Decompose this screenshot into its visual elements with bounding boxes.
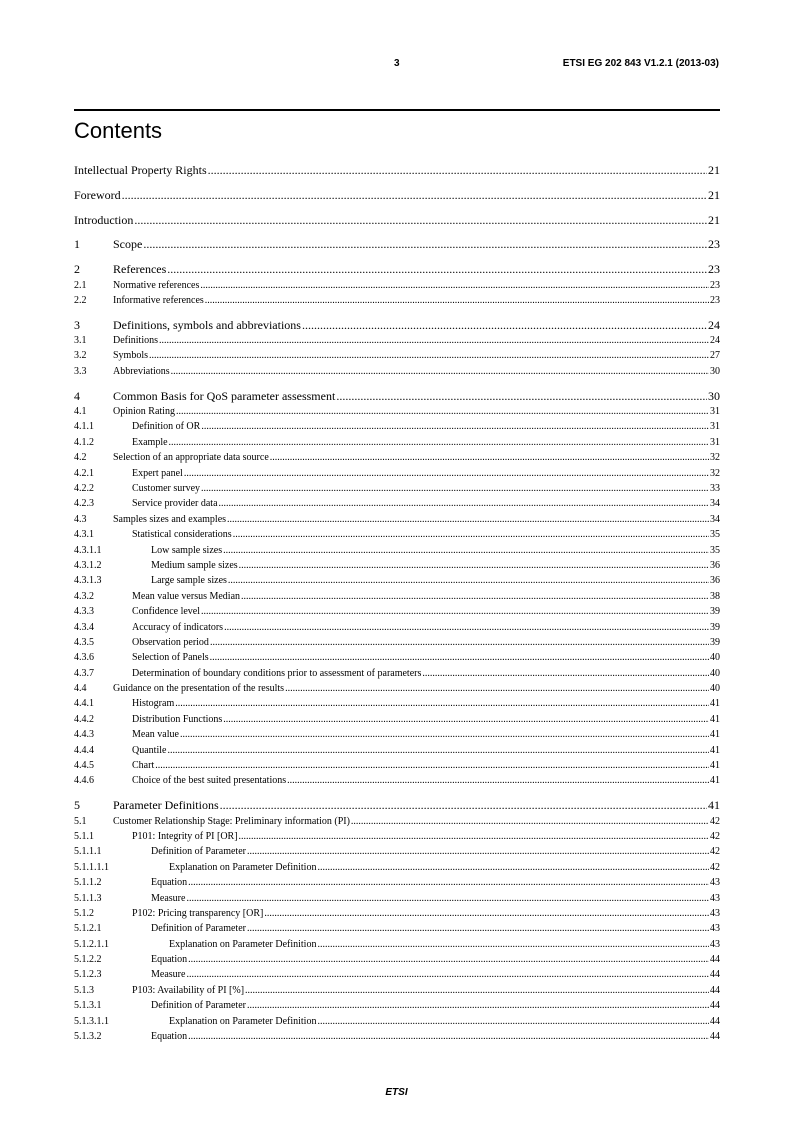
toc-entry[interactable]: [74, 875, 720, 890]
toc-entry-label: Explanation on Parameter Definition: [169, 1015, 317, 1027]
dot-leader: [188, 1029, 709, 1044]
dot-leader: [210, 635, 709, 650]
toc-entry-number: 5.1.1.1.1: [74, 861, 109, 873]
toc-entry[interactable]: [74, 237, 720, 252]
page-title: Contents: [74, 118, 163, 143]
dot-leader: [169, 435, 709, 450]
toc-entry-page: 36: [710, 575, 720, 587]
dot-leader: [219, 496, 709, 511]
toc-entry-label: Common Basis for QoS parameter assessment: [113, 388, 336, 403]
toc-entry-number: 4.4.5: [74, 760, 94, 772]
dot-leader: [270, 450, 709, 465]
toc-entry[interactable]: [74, 712, 720, 727]
toc-entry-page: 43: [710, 923, 720, 935]
dot-leader: [175, 696, 709, 711]
toc-entry-number: 4: [74, 388, 80, 403]
dot-leader: [247, 921, 709, 936]
toc-entry-number: 5.1: [74, 815, 87, 827]
dot-leader: [188, 952, 709, 967]
toc-entry-label: Expert panel: [132, 467, 183, 479]
dot-leader: [201, 604, 709, 619]
toc-entry-label: Definition of Parameter: [151, 923, 246, 935]
toc-entry[interactable]: [74, 681, 720, 696]
toc-entry[interactable]: [74, 262, 720, 277]
toc-entry-page: 40: [710, 652, 720, 664]
toc-entry[interactable]: [74, 512, 720, 527]
toc-entry-page: 24: [708, 317, 720, 332]
toc-entry-page: 41: [710, 698, 720, 710]
toc-entry[interactable]: [74, 419, 720, 434]
toc-entry-page: 44: [710, 984, 720, 996]
toc-entry-number: 3.1: [74, 335, 87, 347]
dot-leader: [247, 844, 709, 859]
toc-entry-number: 4.3.1.2: [74, 559, 102, 571]
toc-entry-number: 4.4.6: [74, 775, 94, 787]
toc-entry-label: Symbols: [113, 350, 149, 362]
toc-entry-label: Abbreviations: [113, 365, 170, 377]
toc-entry[interactable]: [74, 983, 720, 998]
toc-entry-label: Histogram: [132, 698, 175, 710]
dot-leader: [317, 860, 709, 875]
toc-entry-number: 4.3: [74, 513, 87, 525]
toc-entry-number: 4.3.1.3: [74, 575, 102, 587]
dot-leader: [317, 937, 709, 952]
dot-leader: [171, 364, 709, 379]
toc-entry-page: 44: [710, 1031, 720, 1043]
toc-entry-page: 40: [710, 667, 720, 679]
toc-entry-number: 2: [74, 262, 80, 277]
dot-leader: [167, 743, 709, 758]
toc-entry-label: Large sample sizes: [151, 575, 227, 587]
toc-entry-page: 21: [708, 187, 720, 202]
toc-entry-label: Statistical considerations: [132, 529, 232, 541]
toc-entry[interactable]: [74, 573, 720, 588]
toc-entry[interactable]: [74, 543, 720, 558]
toc-entry-number: 5.1.2: [74, 907, 94, 919]
toc-entry-label: Introduction: [74, 212, 134, 227]
dot-leader: [227, 512, 709, 527]
toc-entry[interactable]: [74, 921, 720, 936]
toc-entry-label: Equation: [151, 954, 188, 966]
toc-entry[interactable]: [74, 333, 720, 348]
toc-entry-label: Samples sizes and examples: [113, 513, 227, 525]
toc-entry-page: 32: [710, 467, 720, 479]
toc-entry-label: Measure: [151, 969, 186, 981]
toc-entry-label: Customer survey: [132, 482, 201, 494]
toc-entry-page: 41: [710, 744, 720, 756]
toc-entry-label: Intellectual Property Rights: [74, 163, 207, 177]
toc-entry-page: 44: [710, 1015, 720, 1027]
dot-leader: [317, 1014, 709, 1029]
toc-entry-label: Definitions, symbols and abbreviations: [113, 317, 301, 332]
toc-entry[interactable]: [74, 620, 720, 635]
dot-leader: [351, 814, 709, 829]
dot-leader: [134, 213, 707, 228]
toc-entry-number: 5.1.3.1.1: [74, 1015, 109, 1027]
toc-entry-page: 44: [710, 1000, 720, 1012]
toc-entry-page: 21: [708, 163, 720, 177]
toc-entry[interactable]: [74, 163, 720, 178]
toc-entry-page: 30: [710, 365, 720, 377]
toc-entry[interactable]: [74, 404, 720, 419]
toc-entry[interactable]: [74, 481, 720, 496]
toc-entry-number: 4.3.1.1: [74, 544, 102, 556]
toc-entry-page: 43: [710, 938, 720, 950]
toc-entry-label: Scope: [113, 237, 143, 252]
toc-entry-label: Selection of an appropriate data source: [113, 452, 269, 464]
toc-entry-page: 42: [710, 830, 720, 842]
toc-entry-number: 4.3.1: [74, 529, 94, 541]
toc-entry[interactable]: [74, 650, 720, 665]
toc-entry[interactable]: [74, 743, 720, 758]
header-rule: [74, 109, 720, 111]
dot-leader: [205, 293, 709, 308]
toc-entry-page: 35: [710, 544, 720, 556]
toc-entry[interactable]: [74, 450, 720, 465]
toc-entry-number: 5.1.1.2: [74, 877, 102, 889]
toc-entry-page: 36: [710, 559, 720, 571]
toc-entry-page: 38: [710, 590, 720, 602]
toc-entry-label: Normative references: [113, 279, 200, 291]
toc-entry[interactable]: [74, 727, 720, 742]
toc-entry[interactable]: [74, 293, 720, 308]
dot-leader: [159, 333, 709, 348]
dot-leader: [122, 188, 707, 203]
toc-entry-label: Quantile: [132, 744, 167, 756]
toc-entry[interactable]: [74, 589, 720, 604]
toc-entry[interactable]: [74, 696, 720, 711]
dot-leader: [167, 262, 707, 277]
toc-entry-number: 4.2.1: [74, 467, 94, 479]
page-header: [74, 58, 719, 74]
toc-entry-number: 4.4.4: [74, 744, 94, 756]
toc-entry-page: 31: [710, 406, 720, 418]
dot-leader: [223, 543, 709, 558]
toc-entry-label: Distribution Functions: [132, 713, 223, 725]
toc-entry[interactable]: [74, 635, 720, 650]
toc-entry-page: 41: [710, 775, 720, 787]
toc-entry[interactable]: [74, 278, 720, 293]
toc-entry-label: P103: Availability of PI [%]: [132, 984, 245, 996]
toc-entry-page: 42: [710, 815, 720, 827]
toc-entry-number: 5.1.3.1: [74, 1000, 102, 1012]
toc-entry[interactable]: [74, 496, 720, 511]
toc-entry[interactable]: [74, 906, 720, 921]
toc-entry-number: 4.4.1: [74, 698, 94, 710]
toc-entry-number: 4.4.2: [74, 713, 94, 725]
toc-entry-number: 5.1.3: [74, 984, 94, 996]
dot-leader: [155, 758, 709, 773]
toc-entry-number: 4.3.5: [74, 636, 94, 648]
toc-entry-number: 5.1.2.1.1: [74, 938, 109, 950]
toc-entry-label: Informative references: [113, 294, 204, 306]
toc-entry-page: 41: [708, 798, 720, 813]
toc-entry-page: 41: [710, 713, 720, 725]
dot-leader: [220, 798, 707, 813]
dot-leader: [224, 620, 709, 635]
toc-entry-label: Customer Relationship Stage: Preliminary information (PI): [113, 815, 350, 827]
toc-entry[interactable]: [74, 891, 720, 906]
dot-leader: [287, 773, 709, 788]
toc-entry[interactable]: [74, 937, 720, 952]
toc-entry-label: Explanation on Parameter Definition: [169, 938, 317, 950]
toc-entry-label: Example: [132, 436, 168, 448]
toc-entry-label: Guidance on the presentation of the results: [113, 683, 285, 695]
toc-entry-page: 43: [710, 892, 720, 904]
toc-entry[interactable]: [74, 814, 720, 829]
dot-leader: [143, 237, 707, 252]
toc-entry-number: 4.3.4: [74, 621, 94, 633]
toc-entry-page: 42: [710, 846, 720, 858]
dot-leader: [239, 558, 709, 573]
toc-entry[interactable]: [74, 1029, 720, 1044]
toc-entry-number: 4.3.7: [74, 667, 94, 679]
toc-entry-number: 5.1.1.3: [74, 892, 102, 904]
toc-entry-label: Equation: [151, 1031, 188, 1043]
toc-entry[interactable]: [74, 1014, 720, 1029]
toc-entry[interactable]: [74, 604, 720, 619]
toc-entry-page: 34: [710, 498, 720, 510]
toc-entry-number: 4.3.6: [74, 652, 94, 664]
toc-entry-page: 39: [710, 606, 720, 618]
toc-entry[interactable]: [74, 527, 720, 542]
toc-entry-page: 39: [710, 636, 720, 648]
toc-entry-page: 44: [710, 954, 720, 966]
toc-entry-label: Definition of Parameter: [151, 1000, 246, 1012]
toc-entry-number: 5.1.2.3: [74, 969, 102, 981]
toc-entry[interactable]: [74, 558, 720, 573]
dot-leader: [336, 389, 707, 404]
toc-entry-number: 5.1.2.1: [74, 923, 102, 935]
toc-entry-page: 23: [708, 237, 720, 252]
page-number: 3: [394, 58, 400, 69]
toc-entry-label: Determination of boundary conditions prior to assessment of parameters: [132, 667, 422, 679]
toc-entry-label: Definitions: [113, 335, 158, 347]
toc-entry-number: 5: [74, 798, 80, 813]
toc-entry[interactable]: [74, 952, 720, 967]
toc-entry-page: 27: [710, 350, 720, 362]
toc-entry-page: 41: [710, 729, 720, 741]
toc-entry[interactable]: [74, 758, 720, 773]
toc-entry[interactable]: [74, 389, 720, 404]
toc-entry[interactable]: [74, 318, 720, 333]
toc-entry-number: 3.2: [74, 350, 87, 362]
toc-entry-label: Accuracy of indicators: [132, 621, 224, 633]
toc-entry-page: 42: [710, 861, 720, 873]
toc-entry-label: Mean value: [132, 729, 179, 741]
toc-entry-label: References: [113, 262, 167, 277]
toc-entry[interactable]: [74, 213, 720, 228]
toc-entry-number: 4.2.2: [74, 482, 94, 494]
toc-entry-label: Definition of Parameter: [151, 846, 246, 858]
toc-entry-label: Confidence level: [132, 606, 201, 618]
toc-entry[interactable]: [74, 188, 720, 203]
toc-entry-page: 34: [710, 513, 720, 525]
toc-entry-number: 4.1.2: [74, 436, 94, 448]
toc-entry-number: 4.2: [74, 452, 87, 464]
toc-entry-number: 4.3.3: [74, 606, 94, 618]
toc-entry-number: 5.1.2.2: [74, 954, 102, 966]
toc-entry-number: 2.1: [74, 279, 87, 291]
toc-entry-label: Measure: [151, 892, 186, 904]
dot-leader: [239, 829, 709, 844]
toc-entry-label: Definition of OR: [132, 421, 201, 433]
toc-entry-number: 4.4: [74, 683, 87, 695]
toc-entry-page: 30: [708, 388, 720, 403]
toc-entry-page: 33: [710, 482, 720, 494]
toc-entry[interactable]: [74, 348, 720, 363]
dot-leader: [200, 278, 709, 293]
toc-entry-page: 31: [710, 421, 720, 433]
dot-leader: [264, 906, 709, 921]
dot-leader: [210, 650, 709, 665]
toc-entry-label: Equation: [151, 877, 188, 889]
dot-leader: [208, 163, 707, 178]
toc-entry-page: 35: [710, 529, 720, 541]
toc-entry[interactable]: [74, 666, 720, 681]
toc-entry-page: 24: [710, 335, 720, 347]
toc-entry-number: 5.1.1: [74, 830, 94, 842]
toc-entry-page: 23: [708, 262, 720, 277]
dot-leader: [302, 318, 707, 333]
table-of-contents: [74, 163, 720, 1044]
toc-entry-label: Low sample sizes: [151, 544, 223, 556]
toc-entry-page: 21: [708, 212, 720, 227]
toc-entry-number: 4.3.2: [74, 590, 94, 602]
toc-entry-number: 3.3: [74, 365, 87, 377]
dot-leader: [241, 589, 709, 604]
toc-entry-label: Medium sample sizes: [151, 559, 238, 571]
toc-entry-page: 23: [710, 294, 720, 306]
dot-leader: [245, 983, 709, 998]
toc-entry-label: Observation period: [132, 636, 209, 648]
dot-leader: [223, 712, 709, 727]
toc-entry-label: Explanation on Parameter Definition: [169, 861, 317, 873]
toc-entry-page: 40: [710, 683, 720, 695]
toc-entry-label: Chart: [132, 760, 155, 772]
toc-entry[interactable]: [74, 773, 720, 788]
toc-entry-label: Opinion Rating: [113, 406, 175, 418]
toc-entry-number: 1: [74, 237, 80, 252]
toc-entry-label: Foreword: [74, 187, 121, 202]
toc-entry[interactable]: [74, 364, 720, 379]
toc-entry-number: 2.2: [74, 294, 87, 306]
toc-entry-label: P102: Pricing transparency [OR]: [132, 907, 264, 919]
toc-entry-page: 41: [710, 760, 720, 772]
toc-entry-page: 43: [710, 907, 720, 919]
dot-leader: [176, 404, 709, 419]
toc-entry-label: P101: Integrity of PI [OR]: [132, 830, 238, 842]
toc-entry-label: Mean value versus Median: [132, 590, 241, 602]
toc-entry-page: 44: [710, 969, 720, 981]
toc-entry-label: Choice of the best suited presentations: [132, 775, 287, 787]
dot-leader: [186, 967, 709, 982]
dot-leader: [149, 348, 709, 363]
dot-leader: [228, 573, 709, 588]
toc-entry[interactable]: [74, 466, 720, 481]
page-footer: ETSI: [385, 1087, 408, 1098]
toc-entry[interactable]: [74, 860, 720, 875]
toc-entry-page: 31: [710, 436, 720, 448]
dot-leader: [184, 466, 709, 481]
dot-leader: [201, 481, 709, 496]
toc-entry-number: 3: [74, 317, 80, 332]
toc-entry-label: Selection of Panels: [132, 652, 209, 664]
toc-entry-page: 43: [710, 877, 720, 889]
toc-entry-number: 4.1.1: [74, 421, 94, 433]
toc-entry-number: 4.2.3: [74, 498, 94, 510]
dot-leader: [186, 891, 709, 906]
toc-entry-number: 4.4.3: [74, 729, 94, 741]
dot-leader: [180, 727, 709, 742]
toc-entry-number: 4.1: [74, 406, 87, 418]
dot-leader: [233, 527, 709, 542]
toc-entry[interactable]: [74, 844, 720, 859]
dot-leader: [201, 419, 709, 434]
toc-entry-number: 5.1.3.2: [74, 1031, 102, 1043]
toc-entry-number: 5.1.1.1: [74, 846, 102, 858]
toc-entry-label: Service provider data: [132, 498, 218, 510]
toc-entry[interactable]: [74, 798, 720, 813]
toc-entry-page: 39: [710, 621, 720, 633]
toc-entry[interactable]: [74, 967, 720, 982]
toc-entry[interactable]: [74, 435, 720, 450]
toc-entry[interactable]: [74, 998, 720, 1013]
toc-entry-page: 23: [710, 279, 720, 291]
dot-leader: [188, 875, 709, 890]
toc-entry-label: Parameter Definitions: [113, 798, 219, 813]
document-id: ETSI EG 202 843 V1.2.1 (2013-03): [562, 58, 719, 69]
toc-entry[interactable]: [74, 829, 720, 844]
dot-leader: [422, 666, 709, 681]
toc-entry-page: 32: [710, 452, 720, 464]
dot-leader: [247, 998, 709, 1013]
dot-leader: [285, 681, 709, 696]
